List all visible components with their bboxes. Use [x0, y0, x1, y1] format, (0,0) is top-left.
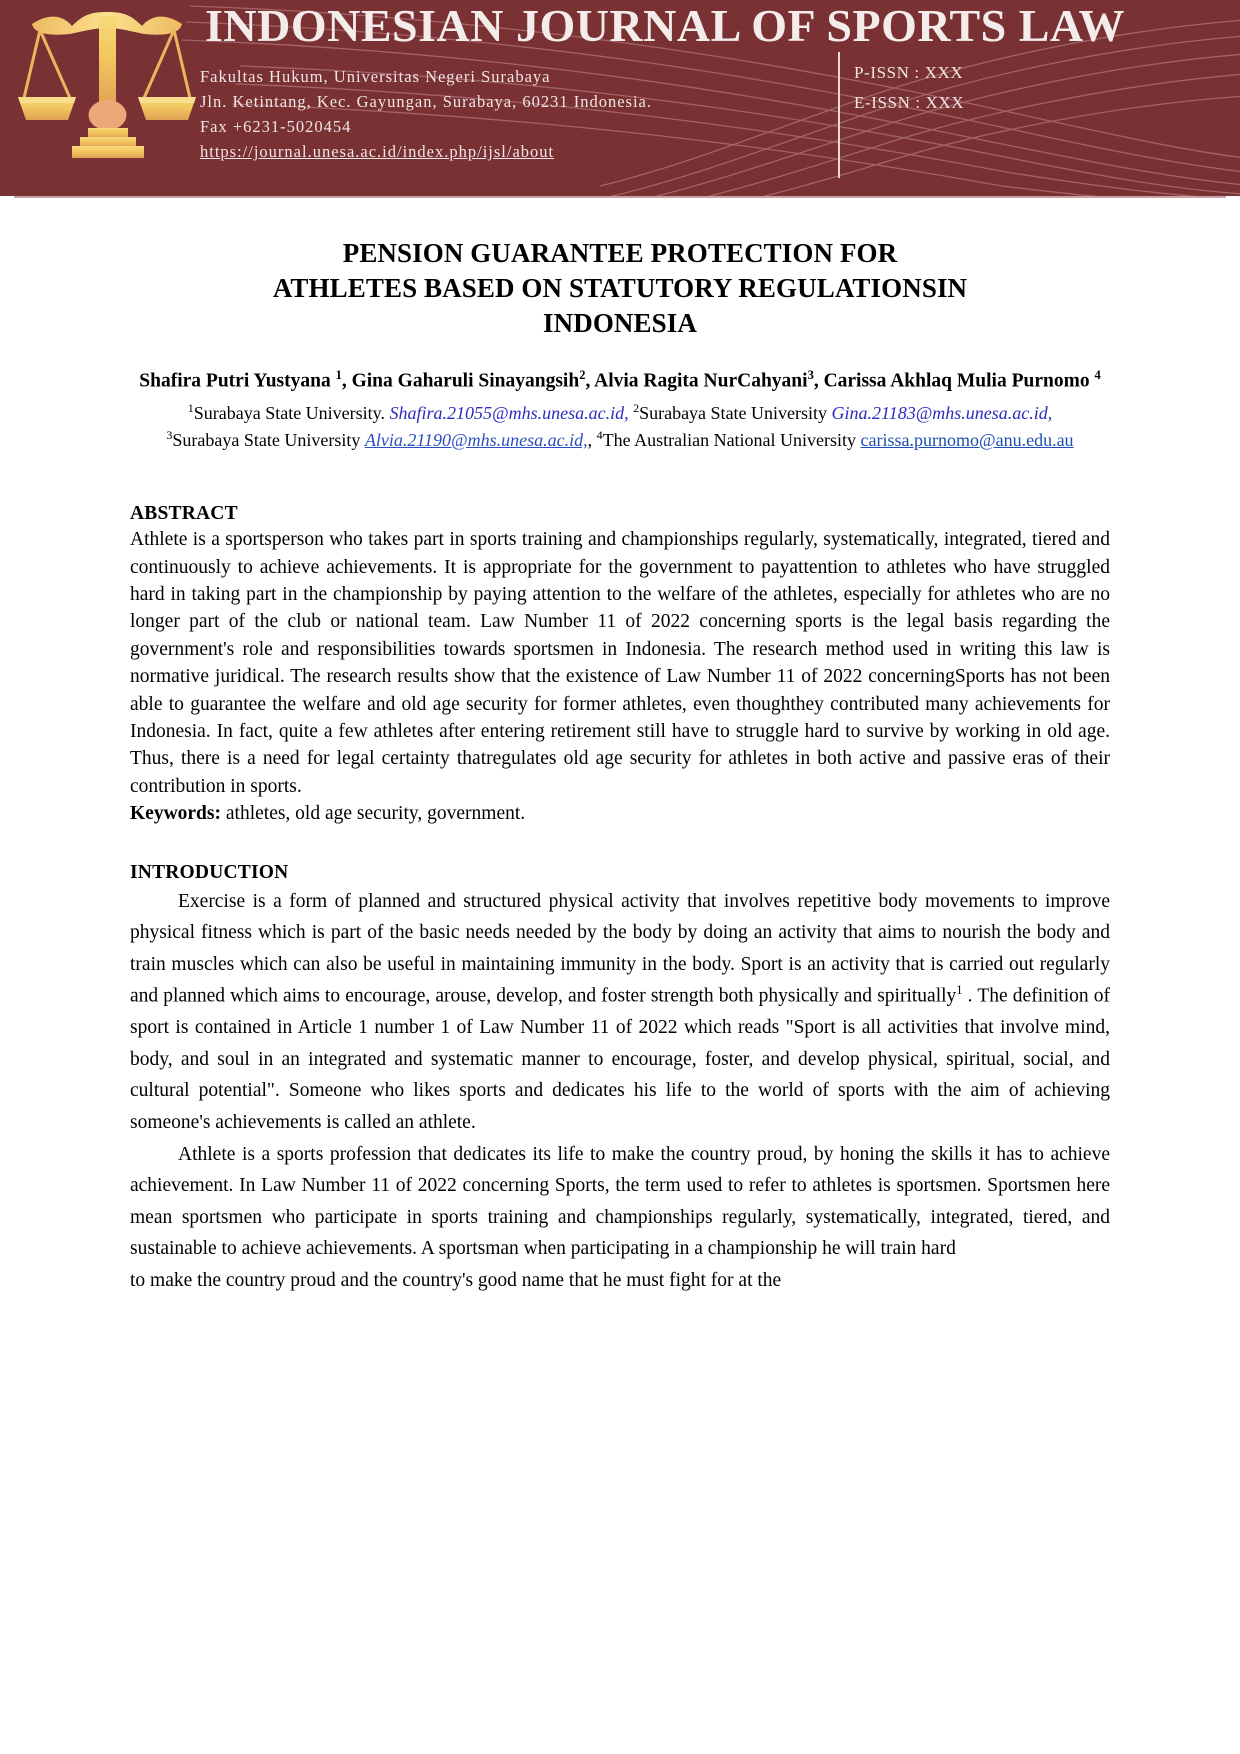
issn-block	[854, 58, 964, 118]
intro-p1-footnote-marker: 1	[956, 983, 963, 998]
paper-title	[130, 236, 1110, 341]
fax-line: Fax +6231-5020454	[200, 117, 352, 137]
affiliation-2-text: Surabaya State University	[639, 403, 832, 424]
affiliation-3-marker: 3	[166, 427, 173, 442]
affiliation-1-text: Surabaya State University.	[193, 403, 390, 424]
affiliation-4-marker: 4	[596, 427, 603, 442]
author-sep-2: ,	[585, 370, 595, 392]
author-list	[130, 367, 1110, 394]
content-column	[130, 236, 1110, 1297]
affiliation-3-tail: ,	[587, 429, 597, 450]
introduction-paragraph-2	[130, 1139, 1110, 1265]
author-4-marker: 4	[1094, 368, 1101, 383]
paper-title-line-2: ATHLETES BASED ON STATUTORY REGULATIONSIN	[272, 273, 968, 304]
address-line: Jln. Ketintang, Kec. Gayungan, Surabaya, 60231 Indonesia.	[200, 92, 652, 112]
author-1-email[interactable]: Shafira.21055@mhs.unesa.ac.id,	[389, 403, 629, 424]
author-3-name: Alvia Ragita NurCahyani	[594, 370, 808, 392]
intro-p2-text: Athlete is a sports profession that dedicates its life to make the country proud, by honing the skills it has to achieve achievement. In Law Number 11 of 2022 concerning Sports, the term used to refer to athletes is sportsmen. Sportsmen here mean sportsmen who participate in sports training and championships regularly, systematically, integrated, tiered, and sustainable to achieve achievements. A sportsman when participating in a championship he will train hard	[130, 1143, 1110, 1260]
author-sep-1: ,	[341, 370, 352, 392]
author-4-email[interactable]: carissa.purnomo@anu.edu.au	[860, 429, 1074, 450]
keywords-label: Keywords:	[130, 803, 221, 825]
author-2-marker: 2	[579, 368, 586, 383]
introduction-text	[130, 886, 1110, 1297]
affiliation-3-text: Surabaya State University	[172, 429, 365, 450]
scales-of-justice-logo	[12, 2, 202, 182]
journal-title: INDONESIAN JOURNAL OF SPORTS LAW	[205, 0, 1126, 51]
journal-address-block	[200, 64, 652, 164]
introduction-heading: INTRODUCTION	[130, 861, 289, 883]
intro-p1-part-b: . The definition of sport is contained in Article 1 number 1 of Law Number 11 of 2022 which reads "Sport is all activities that involve mind, body, and soul in an integrated and systematic manner to encourage, foster, and develop physical, spiritual, social, and cultural potential". Someone who likes sports and dedicates his life to the world of sports with the aim of achieving someone's achievements is called an athlete.	[130, 985, 1110, 1134]
abstract-text: Athlete is a sportsperson who takes part in sports training and championships regularly, systematically, integrated, tiered and continuously to achieve achievements. It is appropriate for the government to payattention to athletes who have struggled hard in taking part in the championship by paying attention to the welfare of the athletes, especially for athletes who are no longer part of the club or national team. Law Number 11 of 2022 concerning sports is the legal basis regarding the government's role and responsibilities towards sportsmen in Indonesia. The research method used in writing this law is normative juridical. The research results show that the existence of Law Number 11 of 2022 concerningSports has not been able to guarantee the welfare and old age security for former athletes, even thoughthey contributed many achievements for Indonesia. In fact, quite a few athletes after entering retirement still have to struggle hard to survive by working in old age. Thus, there is a need for legal certainty thatregulates old age security for athletes in both active and passive eras of their contribution in sports.	[130, 529, 1110, 797]
author-2-name: Gina Gaharuli Sinayangsih	[351, 370, 580, 392]
keywords-value: athletes, old age security, government.	[221, 803, 526, 825]
intro-p1-part-a: Exercise is a form of planned and structured physical activity that involves repetitive body movements to improve physical fitness which is part of the basic needs needed by the body by doing an activity that aims to nourish the body and train muscles which can also be useful in maintaining immunity in the body. Sport is an activity that is carried out regularly and planned which aims to encourage, arouse, develop, and foster strength both physically and spiritually	[130, 890, 1110, 1007]
faculty-line: Fakultas Hukum, Universitas Negeri Surabaya	[200, 67, 551, 86]
author-2-email[interactable]: Gina.21183@mhs.unesa.ac.id,	[831, 403, 1053, 424]
affiliation-4-text: The Australian National University	[602, 429, 861, 450]
issn-divider	[838, 52, 840, 178]
abstract-heading: ABSTRACT	[130, 503, 238, 525]
journal-masthead	[0, 0, 1240, 196]
author-3-email[interactable]: Alvia.21190@mhs.unesa.ac.id,	[364, 429, 588, 450]
page-body	[0, 198, 1240, 1297]
paper-title-line-3: INDONESIA	[543, 308, 697, 339]
author-1-name: Shafira Putri Yustyana	[139, 370, 336, 392]
affiliation-2-marker: 2	[633, 401, 640, 416]
author-sep-3: ,	[813, 370, 824, 392]
author-3-marker: 3	[807, 368, 814, 383]
author-1-marker: 1	[335, 368, 342, 383]
journal-url-link[interactable]: https://journal.unesa.ac.id/index.php/ijsl/about	[200, 142, 555, 162]
affiliation-1-marker: 1	[187, 401, 194, 416]
introduction-paragraph-1	[130, 886, 1110, 1139]
author-4-name: Carissa Akhlaq Mulia Purnomo	[823, 370, 1095, 392]
affiliation-list	[130, 400, 1110, 453]
p-issn: P-ISSN : XXX	[854, 63, 964, 82]
paper-title-line-1: PENSION GUARANTEE PROTECTION FOR	[342, 238, 898, 268]
introduction-paragraph-2-last-line: to make the country proud and the country's good name that he must fight for at the	[130, 1269, 782, 1291]
e-issn: E-ISSN : XXX	[854, 92, 965, 112]
keywords-line	[130, 800, 1110, 827]
